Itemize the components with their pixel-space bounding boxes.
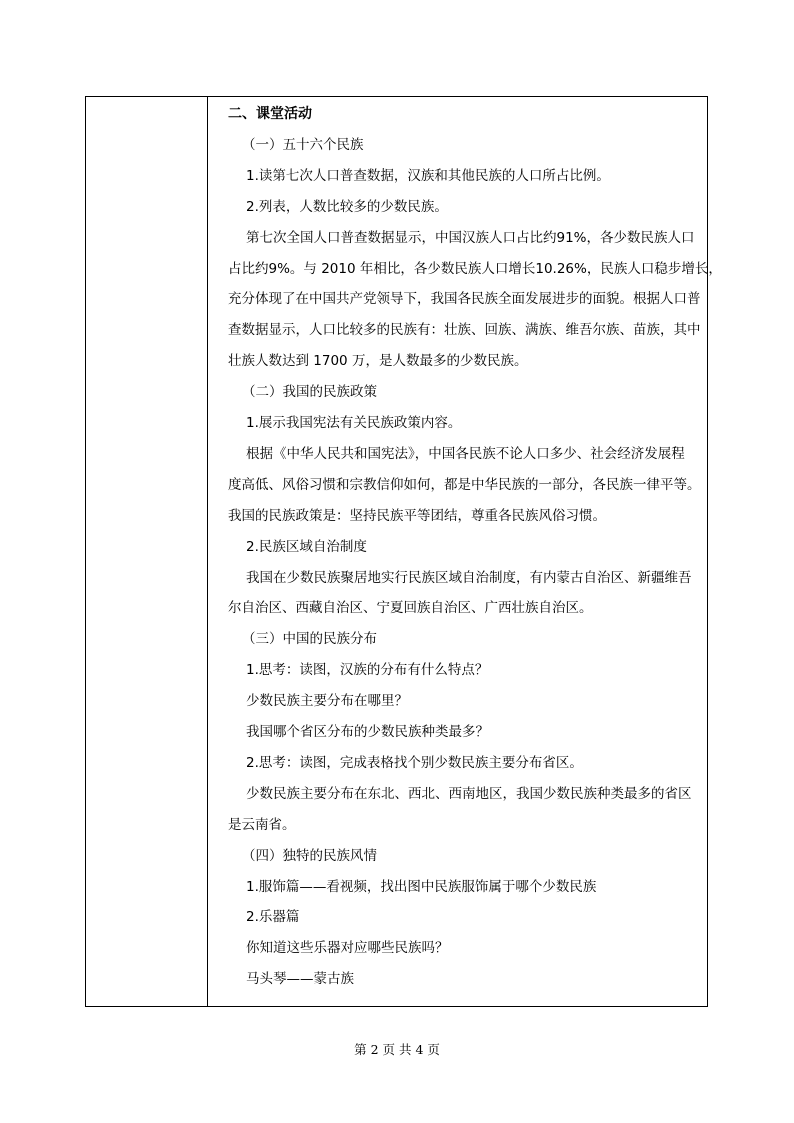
text-line: 2.思考：读图，完成表格找个别少数民族主要分布省区。 [246, 754, 583, 771]
text-line: 2.乐器篇 [246, 909, 300, 926]
text-line: 少数民族主要分布在东北、西北、西南地区，我国少数民族种类最多的省区 [246, 785, 692, 802]
text-line: 第七次全国人口普查数据显示，中国汉族人口占比约91%，各少数民族人口 [246, 229, 695, 246]
text-line: 根据《中华人民共和国宪法》，中国各民族不论人口多少、社会经济发展程 [246, 445, 685, 462]
text-line: 2.民族区域自治制度 [246, 538, 367, 555]
text-line: 我国的民族政策是：坚持民族平等团结，尊重各民族风俗习惯。 [228, 507, 606, 524]
text-line: 占比约9%。与 2010 年相比，各少数民族人口增长10.26%，民族人口稳步增长， [228, 260, 722, 277]
text-line: 尔自治区、西藏自治区、宁夏回族自治区、广西壮族自治区。 [228, 600, 593, 617]
text-line: 是云南省。 [228, 816, 296, 833]
text-line: 充分体现了在中国共产党领导下，我国各民族全面发展进步的面貌。根据人口普 [228, 291, 701, 308]
text-line: 壮族人数达到 1700 万，是人数最多的少数民族。 [228, 353, 528, 370]
text-line: 二、课堂活动 [228, 106, 312, 122]
text-line: （一）五十六个民族 [242, 136, 364, 153]
table-content-cell [208, 97, 722, 1006]
text-line: 1.读第七次人口普查数据，汉族和其他民族的人口所占比例。 [246, 167, 610, 184]
text-line: 查数据显示，人口比较多的民族有：壮族、回族、满族、维吾尔族、苗族，其中 [228, 322, 701, 339]
text-line: 马头琴——蒙古族 [246, 971, 354, 988]
text-line: 我国在少数民族聚居地实行民族区域自治制度，有内蒙古自治区、新疆维吾 [246, 569, 692, 586]
text-line: 1.展示我国宪法有关民族政策内容。 [246, 415, 462, 431]
page-footer: 第 2 页 共 4 页 [354, 1042, 440, 1057]
text-line: （四）独特的民族风情 [242, 847, 377, 864]
text-line: （二）我国的民族政策 [242, 384, 377, 401]
text-line: （三）中国的民族分布 [242, 631, 377, 648]
text-line: 2.列表，人数比较多的少数民族。 [246, 198, 448, 215]
text-line: 少数民族主要分布在哪里？ [246, 693, 408, 710]
text-line: 1.思考：读图，汉族的分布有什么特点？ [246, 662, 489, 679]
lesson-table [85, 96, 722, 1007]
text-line: 我国哪个省区分布的少数民族种类最多？ [246, 724, 489, 740]
text-line: 1.服饰篇——看视频，找出图中民族服饰属于哪个少数民族 [246, 878, 597, 895]
text-line: 你知道这些乐器对应哪些民族吗？ [246, 940, 449, 957]
text-line: 度高低、风俗习惯和宗教信仰如何，都是中华民族的一部分，各民族一律平等。 [228, 476, 701, 493]
table-left-cell [86, 97, 208, 1006]
